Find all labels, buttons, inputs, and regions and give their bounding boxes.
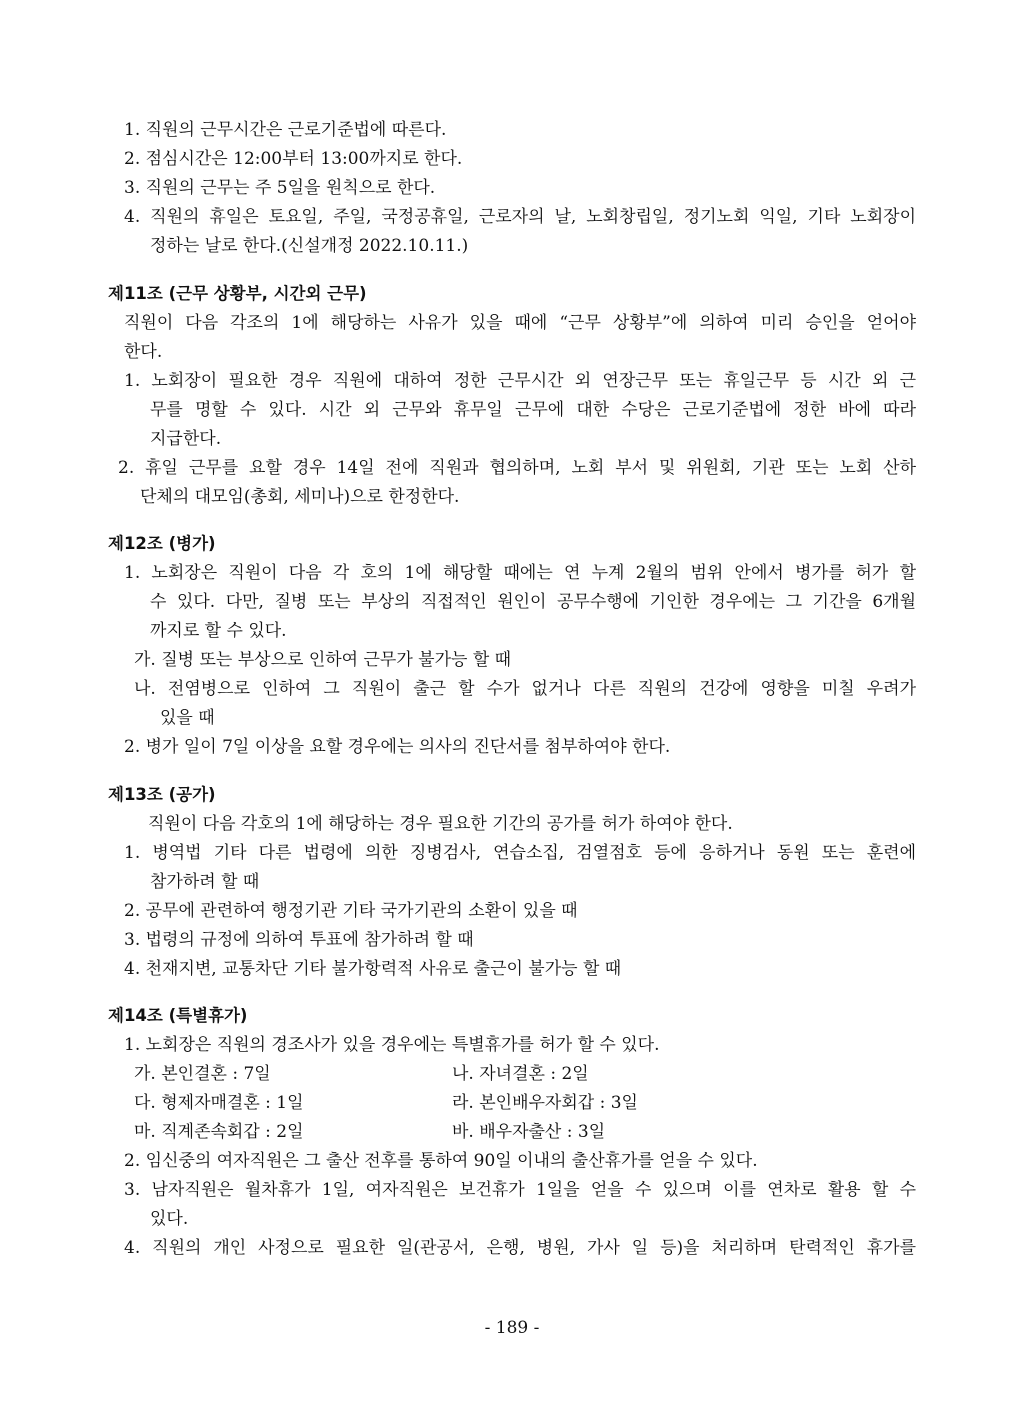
article-13-intro: 직원이 다음 각호의 1에 해당하는 경우 필요한 기간의 공가를 허가 하여야 한다. — [148, 814, 733, 834]
list-item: 3. 직원의 근무는 주 5일을 원칙으로 한다. — [124, 178, 436, 198]
leave-table-cell: 바. 배우자출산 : 3일 — [452, 1122, 606, 1142]
article-11-intro: 직원이 다음 각조의 1에 해당하는 사유가 있을 때에 “근무 상황부”에 의하여 미리 승인을 얻어야 — [124, 313, 916, 333]
list-item: 2. 병가 일이 7일 이상을 요할 경우에는 의사의 진단서를 첨부하여야 한다. — [124, 737, 671, 757]
list-item: 1. 노회장은 직원의 경조사가 있을 경우에는 특별휴가를 허가 할 수 있다. — [124, 1035, 660, 1055]
article-14-heading: 제14조 (특별휴가) — [108, 1006, 248, 1025]
leave-table-cell: 가. 본인결혼 : 7일 — [134, 1064, 271, 1084]
article-11-heading: 제11조 (근무 상황부, 시간외 근무) — [108, 284, 367, 303]
list-item: 3. 법령의 규정에 의하여 투표에 참가하려 할 때 — [124, 930, 474, 950]
list-item-continuation: 수 있다. 다만, 질병 또는 부상의 직접적인 원인이 공무수행에 기인한 경우에는 그 기간을 6개월 — [150, 592, 916, 612]
leave-table-cell: 마. 직계존속회갑 : 2일 — [134, 1122, 304, 1142]
list-item: 4. 직원의 개인 사정으로 필요한 일(관공서, 은행, 병원, 가사 일 등)을 처리하며 탄력적인 휴가를 — [124, 1238, 916, 1258]
article-11-intro-continuation: 한다. — [124, 342, 163, 362]
list-item-continuation: 까지로 할 수 있다. — [150, 621, 287, 641]
list-item-continuation: 단체의 대모임(총회, 세미나)으로 한정한다. — [140, 487, 460, 507]
list-item: 1. 노회장은 직원이 다음 각 호의 1에 해당할 때에는 연 누계 2월의 범위 안에서 병가를 허가 할 — [124, 563, 916, 583]
article-12-heading: 제12조 (병가) — [108, 534, 216, 553]
list-item-continuation: 지급한다. — [150, 429, 222, 449]
list-item: 1. 병역법 기타 다른 법령에 의한 징병검사, 연습소집, 검열점호 등에 응하거나 동원 또는 훈련에 — [124, 843, 916, 863]
sub-item: 나. 전염병으로 인하여 그 직원이 출근 할 수가 없거나 다른 직원의 건강에 영향을 미칠 우려가 — [134, 679, 916, 699]
list-item-continuation: 있다. — [150, 1209, 189, 1229]
list-item-continuation: 무를 명할 수 있다. 시간 외 근무와 휴무일 근무에 대한 수당은 근로기준법에 정한 바에 따라 — [150, 400, 916, 420]
list-item: 3. 남자직원은 월차휴가 1일, 여자직원은 보건휴가 1일을 얻을 수 있으며 이를 연차로 활용 할 수 — [124, 1180, 916, 1200]
leave-table-cell: 라. 본인배우자회갑 : 3일 — [452, 1093, 638, 1113]
list-item: 2. 공무에 관련하여 행정기관 기타 국가기관의 소환이 있을 때 — [124, 901, 578, 921]
leave-table-cell: 다. 형제자매결혼 : 1일 — [134, 1093, 304, 1113]
list-item: 1. 직원의 근무시간은 근로기준법에 따른다. — [124, 120, 447, 140]
sub-item: 가. 질병 또는 부상으로 인하여 근무가 불가능 할 때 — [134, 650, 512, 670]
leave-table-cell: 나. 자녀결혼 : 2일 — [452, 1064, 589, 1084]
list-item: 4. 천재지변, 교통차단 기타 불가항력적 사유로 출근이 불가능 할 때 — [124, 959, 622, 979]
list-item-continuation: 참가하려 할 때 — [150, 872, 260, 892]
list-item-continuation: 정하는 날로 한다.(신설개정 2022.10.11.) — [150, 236, 469, 256]
list-item: 2. 임신중의 여자직원은 그 출산 전후를 통하여 90일 이내의 출산휴가를 얻을 수 있다. — [124, 1151, 758, 1171]
list-item: 1. 노회장이 필요한 경우 직원에 대하여 정한 근무시간 외 연장근무 또는 휴일근무 등 시간 외 근 — [124, 371, 916, 391]
page-number: - 189 - — [484, 1318, 540, 1338]
article-13-heading: 제13조 (공가) — [108, 785, 216, 804]
sub-item-continuation: 있을 때 — [160, 708, 215, 728]
list-item: 2. 휴일 근무를 요할 경우 14일 전에 직원과 협의하며, 노회 부서 및 위원회, 기관 또는 노회 산하 — [118, 458, 916, 478]
list-item: 2. 점심시간은 12:00부터 13:00까지로 한다. — [124, 149, 463, 169]
list-item: 4. 직원의 휴일은 토요일, 주일, 국정공휴일, 근로자의 날, 노회창립일, 정기노회 익일, 기타 노회장이 — [124, 207, 916, 227]
